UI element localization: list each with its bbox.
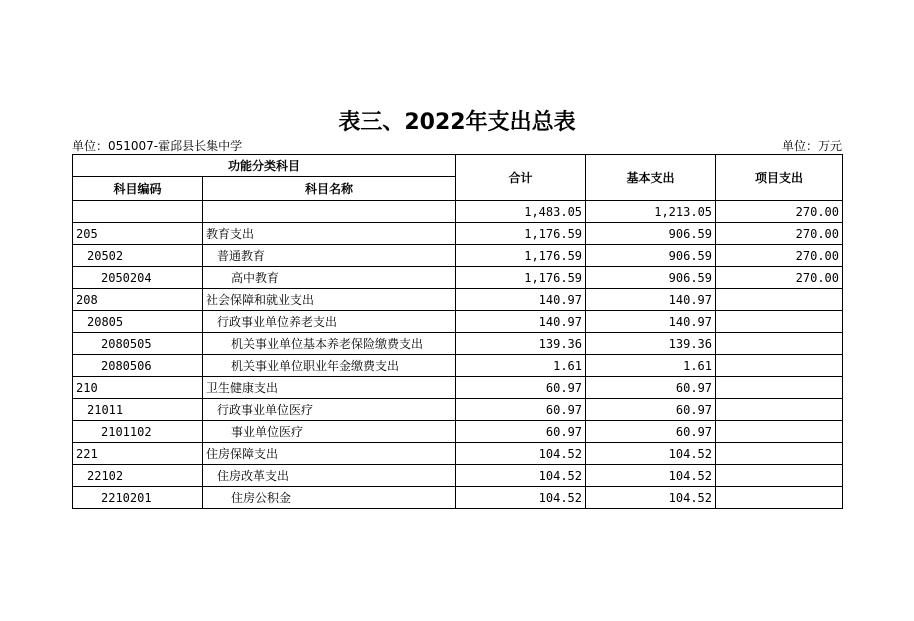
- table-row: [73, 443, 843, 465]
- project-expenditure-cell: [716, 465, 843, 487]
- basic-expenditure-cell: 140.97: [586, 289, 716, 311]
- table-row: [73, 267, 843, 289]
- table-row: [73, 355, 843, 377]
- project-expenditure-cell: [716, 421, 843, 443]
- total-cell: 140.97: [456, 311, 586, 333]
- total-cell: 139.36: [456, 333, 586, 355]
- page-title: 表三、2022年支出总表: [338, 110, 576, 135]
- subject-name-cell: 行政事业单位养老支出: [203, 311, 456, 333]
- header-function-category: 功能分类科目: [73, 155, 456, 177]
- subject-name-cell: 事业单位医疗: [203, 421, 456, 443]
- table-row: [73, 201, 843, 223]
- basic-expenditure-cell: 1,213.05: [586, 201, 716, 223]
- project-expenditure-cell: [716, 443, 843, 465]
- table-row: [73, 245, 843, 267]
- basic-expenditure-cell: 104.52: [586, 465, 716, 487]
- subject-name-cell: 住房改革支出: [203, 465, 456, 487]
- basic-expenditure-cell: 104.52: [586, 487, 716, 509]
- total-cell: 1,176.59: [456, 267, 586, 289]
- total-cell: 1,483.05: [456, 201, 586, 223]
- subject-code-cell: 20502: [73, 245, 203, 267]
- subject-code-cell: 221: [73, 443, 203, 465]
- total-cell: 1.61: [456, 355, 586, 377]
- subject-code-cell: 2080505: [73, 333, 203, 355]
- total-cell: 60.97: [456, 399, 586, 421]
- basic-expenditure-cell: 1.61: [586, 355, 716, 377]
- project-expenditure-cell: 270.00: [716, 223, 843, 245]
- table-row: [73, 333, 843, 355]
- total-cell: 1,176.59: [456, 245, 586, 267]
- table-row: [73, 311, 843, 333]
- subject-name-cell: 住房公积金: [203, 487, 456, 509]
- project-expenditure-cell: [716, 399, 843, 421]
- total-cell: 60.97: [456, 421, 586, 443]
- subject-code-cell: 210: [73, 377, 203, 399]
- basic-expenditure-cell: 60.97: [586, 421, 716, 443]
- total-cell: 104.52: [456, 465, 586, 487]
- basic-expenditure-cell: 104.52: [586, 443, 716, 465]
- total-cell: 140.97: [456, 289, 586, 311]
- basic-expenditure-cell: 139.36: [586, 333, 716, 355]
- subject-name-cell: 机关事业单位职业年金缴费支出: [203, 355, 456, 377]
- total-cell: 60.97: [456, 377, 586, 399]
- project-expenditure-cell: [716, 377, 843, 399]
- subject-name-cell: 教育支出: [203, 223, 456, 245]
- table-row: [73, 399, 843, 421]
- basic-expenditure-cell: 906.59: [586, 267, 716, 289]
- table-row: [73, 377, 843, 399]
- subject-name-cell: 社会保障和就业支出: [203, 289, 456, 311]
- table-row: [73, 421, 843, 443]
- project-expenditure-cell: [716, 487, 843, 509]
- basic-expenditure-cell: 60.97: [586, 377, 716, 399]
- table-body: [73, 201, 843, 509]
- subject-name-cell: 高中教育: [203, 267, 456, 289]
- table-row: [73, 289, 843, 311]
- subject-name-cell: 机关事业单位基本养老保险缴费支出: [203, 333, 456, 355]
- project-expenditure-cell: [716, 289, 843, 311]
- basic-expenditure-cell: 60.97: [586, 399, 716, 421]
- unit-currency-label: 单位：万元: [781, 139, 842, 153]
- header-basic-expenditure: 基本支出: [586, 155, 716, 201]
- project-expenditure-cell: [716, 311, 843, 333]
- subject-name-cell: [203, 201, 456, 223]
- table-row: [73, 223, 843, 245]
- subject-code-cell: 2101102: [73, 421, 203, 443]
- project-expenditure-cell: 270.00: [716, 245, 843, 267]
- subject-code-cell: 2050204: [73, 267, 203, 289]
- subject-code-cell: [73, 201, 203, 223]
- subject-name-cell: 行政事业单位医疗: [203, 399, 456, 421]
- subject-code-cell: 2210201: [73, 487, 203, 509]
- total-cell: 104.52: [456, 487, 586, 509]
- subject-code-cell: 208: [73, 289, 203, 311]
- header-total: 合计: [456, 155, 586, 201]
- project-expenditure-cell: 270.00: [716, 201, 843, 223]
- header-subject-code: 科目编码: [73, 177, 203, 201]
- header-project-expenditure: 项目支出: [716, 155, 843, 201]
- subject-name-cell: 住房保障支出: [203, 443, 456, 465]
- unit-organization-label: 单位：051007-霍邱县长集中学: [72, 139, 243, 153]
- subject-code-cell: 2080506: [73, 355, 203, 377]
- subject-name-cell: 卫生健康支出: [203, 377, 456, 399]
- total-cell: 104.52: [456, 443, 586, 465]
- basic-expenditure-cell: 906.59: [586, 245, 716, 267]
- project-expenditure-cell: [716, 355, 843, 377]
- table-row: [73, 465, 843, 487]
- header-subject-name: 科目名称: [203, 177, 456, 201]
- project-expenditure-cell: 270.00: [716, 267, 843, 289]
- table-row: [73, 487, 843, 509]
- expenditure-table: [72, 154, 843, 509]
- subject-code-cell: 20805: [73, 311, 203, 333]
- basic-expenditure-cell: 140.97: [586, 311, 716, 333]
- total-cell: 1,176.59: [456, 223, 586, 245]
- project-expenditure-cell: [716, 333, 843, 355]
- basic-expenditure-cell: 906.59: [586, 223, 716, 245]
- subject-code-cell: 205: [73, 223, 203, 245]
- subject-code-cell: 22102: [73, 465, 203, 487]
- subject-code-cell: 21011: [73, 399, 203, 421]
- subject-name-cell: 普通教育: [203, 245, 456, 267]
